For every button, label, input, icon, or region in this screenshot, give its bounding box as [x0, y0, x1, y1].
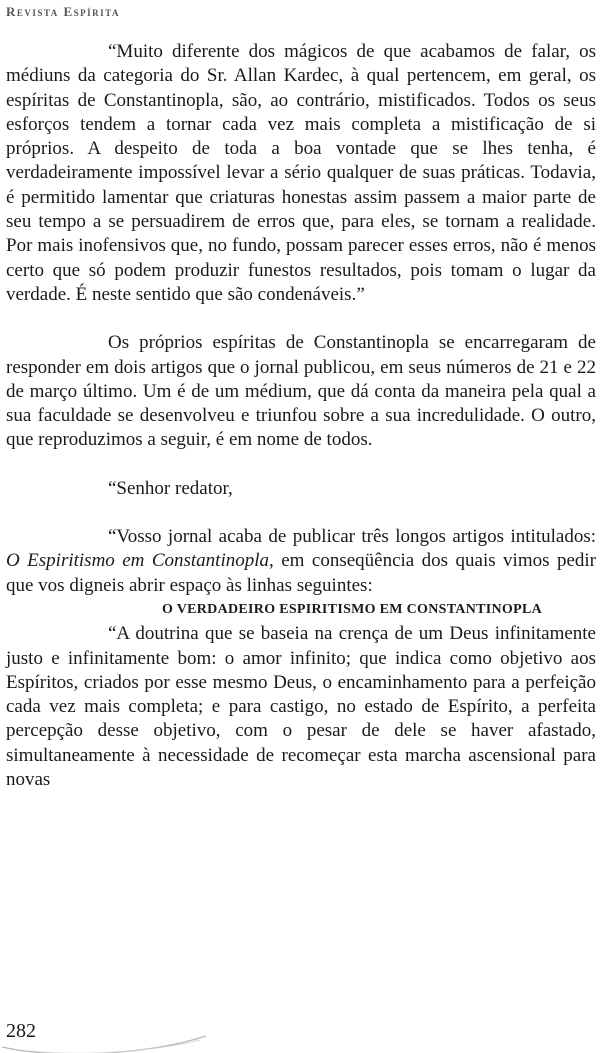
swoosh-curve — [2, 1036, 206, 1053]
paragraph-5: “A doutrina que se baseia na crença de um Deus infinitamente justo e infinitamente bom: o amor infinito; que indica como objetivo aos Espíritos, criados por esse mesmo Deus, o encaminhamento para a perfeição cada vez mais completa; e para castigo, no estado de Espírito, a perfeita percepção desse objetivo, com o pesar de dele se haver afastado, simultaneamente à necessidade de recomeçar esta marcha ascensional para novas — [6, 623, 596, 791]
page-body — [6, 40, 596, 792]
footer-swoosh-ornament — [0, 1022, 220, 1053]
section-heading: O VERDADEIRO ESPIRITISMO EM CONSTANTINOPLA — [161, 601, 543, 617]
paragraph-4-end: , em conseqüência dos quais vimos pedir que vos digneis abrir espaço às linhas seguintes: — [6, 550, 596, 596]
paragraph-4 — [6, 525, 596, 598]
article-title: O Espiritismo em Constantinopla — [6, 550, 270, 572]
paragraph-2: Os próprios espíritas de Constantinopla se encarregaram de responder em dois artigos que o jornal publicou, em seus números de 21 e 22 de março último. Um é de um médium, que dá conta da maneira pela qual a sua faculdade se desenvolveu e triunfou sobre a sua incredulidade. O outro, que reproduzimos a seguir, é em nome de todos. — [6, 332, 596, 451]
paragraph-salutation: “Senhor redator, — [108, 477, 233, 499]
page-number: 282 — [6, 1020, 36, 1042]
paragraph-4-start: “Vosso jornal acaba de publicar três longos artigos intitulados: — [108, 526, 596, 548]
swoosh-curve-inner — [30, 1040, 200, 1053]
paragraph-quote-1: “Muito diferente dos mágicos de que acabamos de falar, os médiuns da categoria do Sr. Allan Kardec, à qual pertencem, em geral, os espíritas de Constantinopla, são, ao contrário, mistificados. Todos os seus esforços tendem a tornar cada vez mais completa a mistificação de si próprios. A despeito de toda a boa vontade que se lhes tenha, é verdadeiramente impossível levar a sério qualquer de suas práticas. Todavia, é permitido lamentar que criaturas honestas assim passem a maior parte de seu tempo a se persuadirem de erros que, para eles, se tornam a realidade. Por mais inofensivos que, no fundo, possam parecer esses erros, não é menos certo que só podem produzir funestos resultados, pois tomam o lugar da verdade. É neste sentido que são condenáveis.” — [6, 41, 596, 305]
running-head: Revista Espírita — [6, 4, 120, 19]
